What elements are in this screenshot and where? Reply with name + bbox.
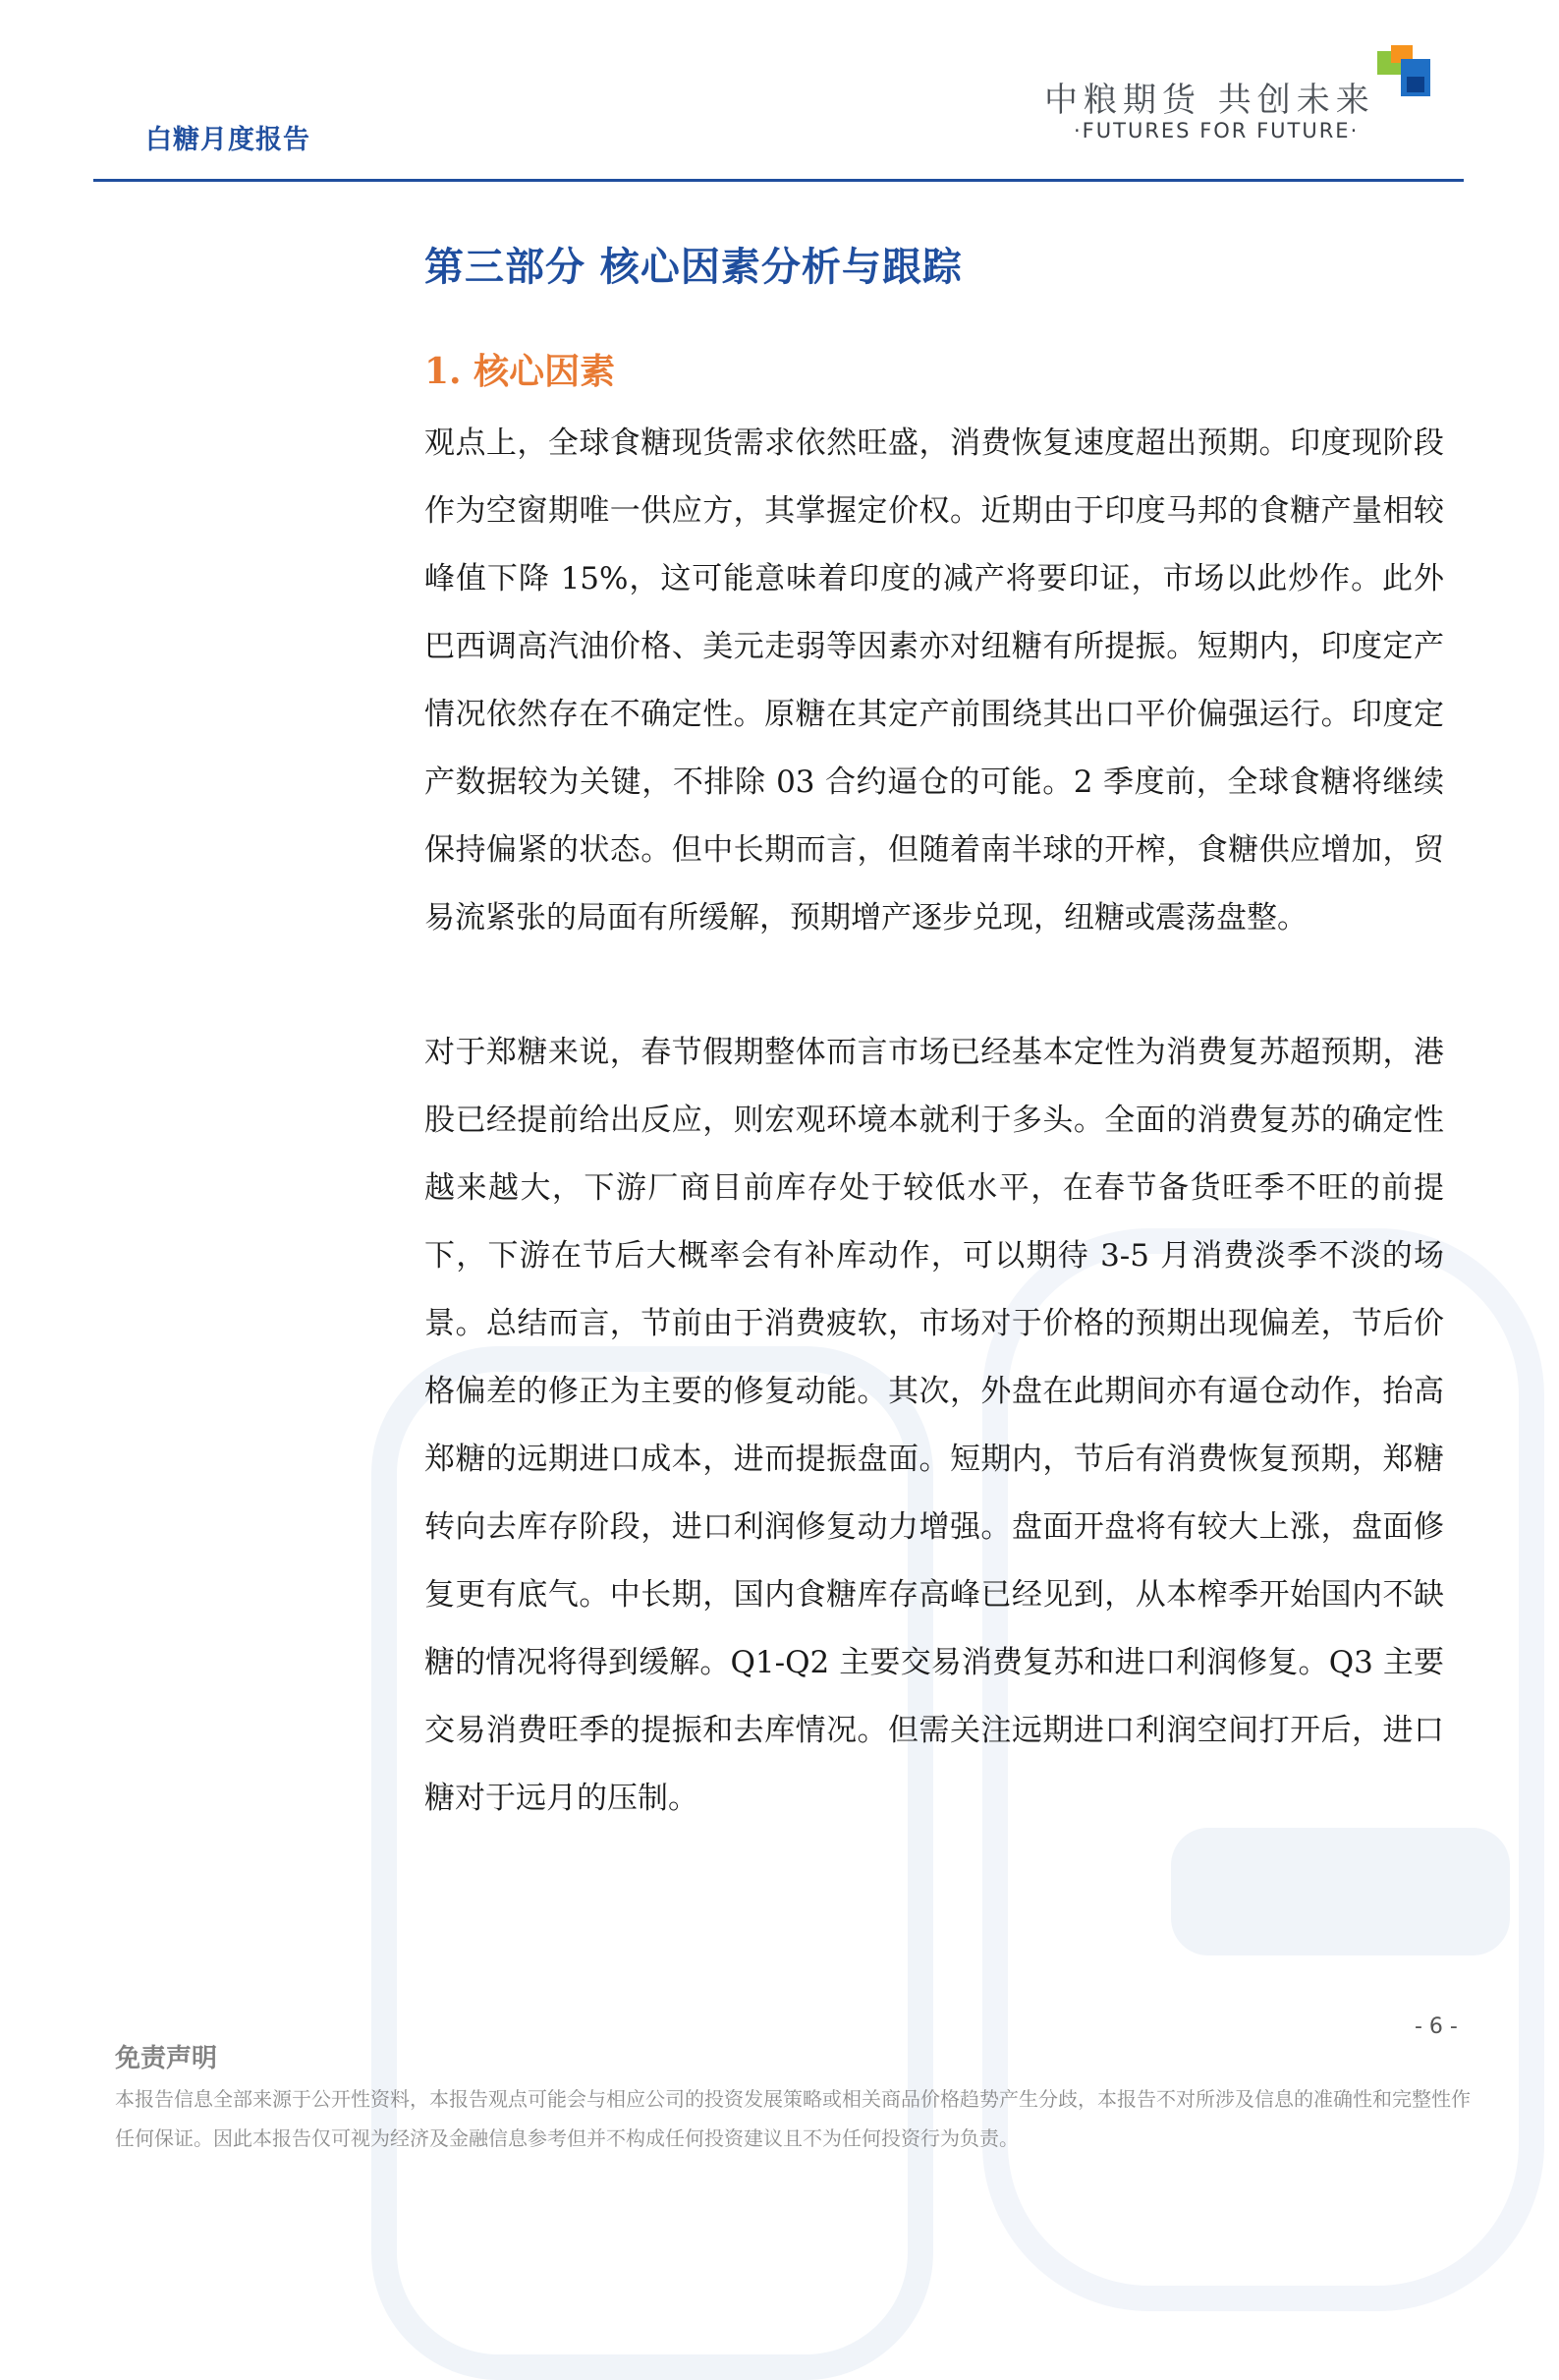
company-logo-slogan: ·FUTURES FOR FUTURE·: [1074, 119, 1360, 142]
body-paragraph: 观点上，全球食糖现货需求依然旺盛，消费恢复速度超出预期。印度现阶段作为空窗期唯一供应方，其掌握定价权。近期由于印度马邦的食糖产量相较峰值下降 15%，这可能意味着印度的减产将要印证，市场以此炒作。此外巴西调高汽油价格、美元走弱等因素亦对纽糖有所提振。短期内，印度定产情况依然存在不确定性。原糖在其定产前围绕其出口平价偏强运行。印度定产数据较为关键，不排除 03 合约逼仓的可能。2 季度前，全球食糖将继续保持偏紧的状态。但中长期而言，但随着南半球的开榨，食糖供应增加，贸易流紧张的局面有所缓解，预期增产逐步兑现，纽糖或震荡盘整。: [424, 425, 1444, 935]
subsection-title: 1. 核心因素: [424, 351, 616, 392]
page-number: - 6 -: [1415, 2014, 1458, 2039]
watermark-shape-block: [1171, 1828, 1510, 1955]
report-title: 白糖月度报告: [145, 125, 310, 155]
disclaimer-text: 本报告信息全部来源于公开性资料，本报告观点可能会与相应公司的投资发展策略或相关商品价格趋势产生分歧，本报告不对所涉及信息的准确性和完整性作任何保证。因此本报告仅可视为经济及金融信息参考但并不构成任何投资建议且不为任何投资行为负责。: [115, 2087, 1471, 2150]
header-divider: [93, 179, 1464, 182]
company-logo-icon: [1377, 45, 1432, 96]
disclaimer-title: 免责声明: [115, 2044, 218, 2073]
body-paragraph: 对于郑糖来说，春节假期整体而言市场已经基本定性为消费复苏超预期，港股已经提前给出反应，则宏观环境本就利于多头。全面的消费复苏的确定性越来越大，下游厂商目前库存处于较低水平，在春节备货旺季不旺的前提下，下游在节后大概率会有补库动作，可以期待 3-5 月消费淡季不淡的场景。总结而言，节前由于消费疲软，市场对于价格的预期出现偏差，节后价格偏差的修正为主要的修复动能。其次，外盘在此期间亦有逼仓动作，抬高郑糖的远期进口成本，进而提振盘面。短期内，节后有消费恢复预期，郑糖转向去库存阶段，进口利润修复动力增强。盘面开盘将有较大上涨，盘面修复更有底气。中长期，国内食糖库存高峰已经见到，从本榨季开始国内不缺糖的情况将得到缓解。Q1-Q2 主要交易消费复苏和进口利润修复。Q3 主要交易消费旺季的提振和去库情况。但需关注远期进口利润空间打开后，进口糖对于远月的压制。: [424, 1035, 1444, 1816]
company-logo-text: 中粮期货 共创未来: [1044, 81, 1375, 120]
logo-square-dark: [1407, 77, 1424, 92]
section-title: 第三部分 核心因素分析与跟踪: [424, 244, 963, 290]
